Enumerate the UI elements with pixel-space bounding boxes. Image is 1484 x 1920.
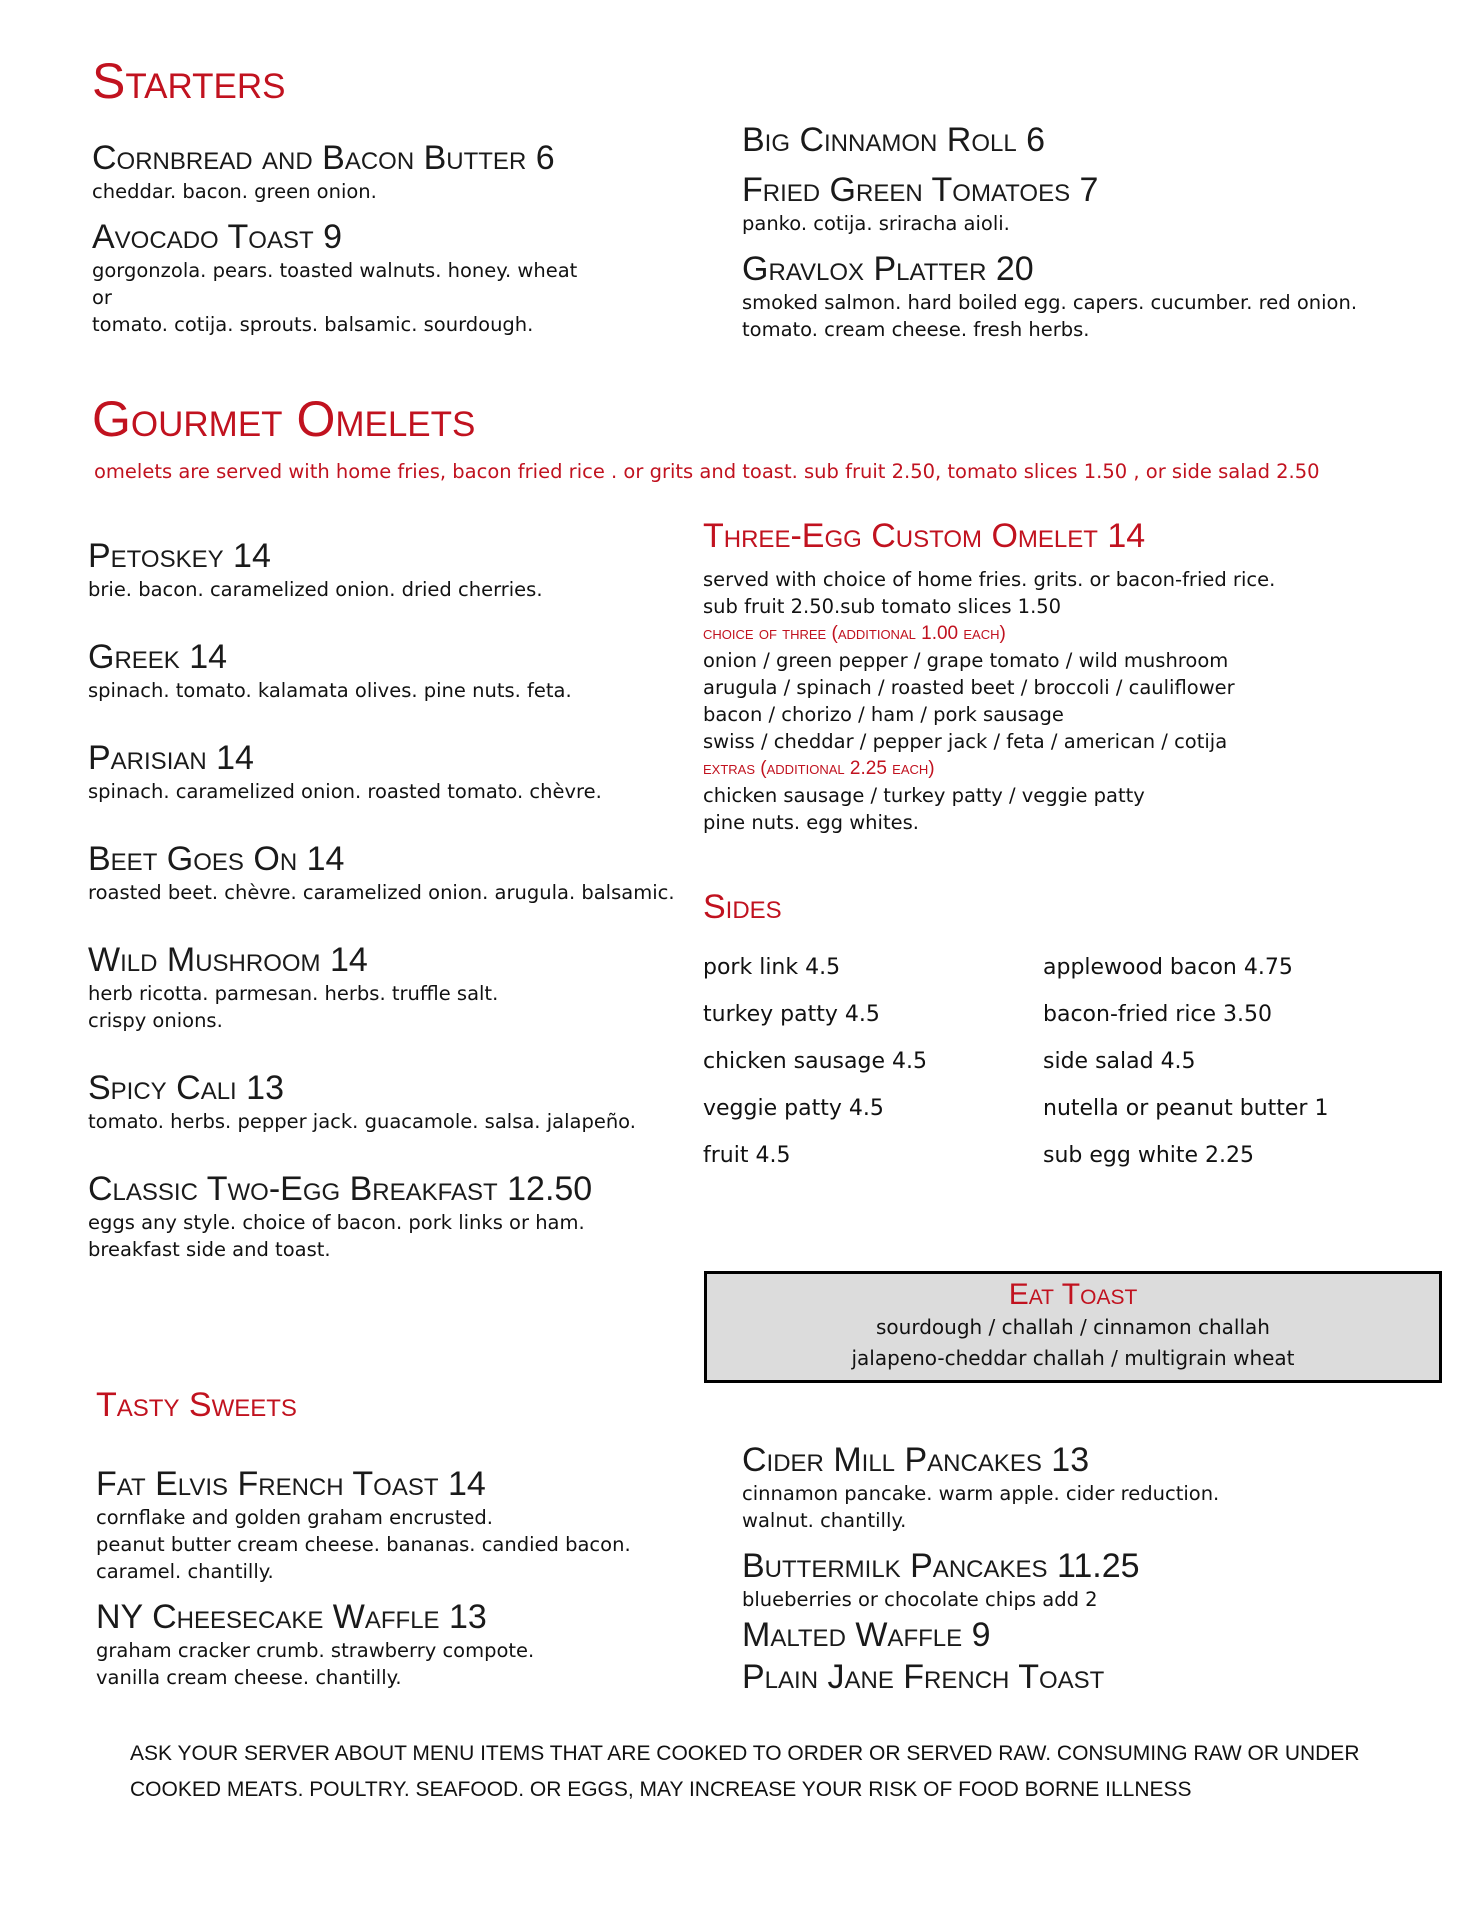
omelets-title: Gourmet Omelets: [92, 391, 476, 447]
menu-item: [742, 1657, 1442, 1697]
starters-right-column: [742, 120, 1442, 355]
item-name: Wild Mushroom 14: [88, 941, 368, 979]
item-desc: cheddar. bacon. green onion.: [92, 180, 377, 203]
menu-item: [92, 138, 652, 205]
item-name: Plain Jane French Toast: [742, 1658, 1105, 1696]
item-desc: cinnamon pancake. warm apple. cider reduction.: [742, 1482, 1220, 1505]
custom-line-accent: extras (additional 2.25 each): [703, 758, 935, 779]
item-desc: spinach. caramelized onion. roasted tomato. chèvre.: [88, 780, 602, 803]
side-item: fruit 4.5: [703, 1143, 791, 1168]
item-desc: breakfast side and toast.: [88, 1238, 331, 1261]
item-desc: tomato. herbs. pepper jack. guacamole. salsa. jalapeño.: [88, 1110, 636, 1133]
custom-line: swiss / cheddar / pepper jack / feta / american / cotija: [703, 730, 1228, 753]
item-desc: herb ricotta. parmesan. herbs. truffle salt.: [88, 982, 499, 1005]
side-item: sub egg white 2.25: [1043, 1143, 1255, 1168]
custom-line: pine nuts. egg whites.: [703, 811, 919, 834]
custom-line: arugula / spinach / roasted beet / broccoli / cauliflower: [703, 676, 1235, 699]
menu-item: [88, 637, 688, 704]
menu-item: [92, 217, 652, 338]
side-item: applewood bacon 4.75: [1043, 955, 1293, 980]
item-desc: brie. bacon. caramelized onion. dried cherries.: [88, 578, 543, 601]
menu-item: [742, 1440, 1442, 1534]
starters-left-column: [92, 138, 652, 350]
omelets-list: [88, 536, 688, 1297]
item-name: Greek 14: [88, 638, 228, 676]
menu-item: [88, 738, 688, 805]
custom-line: served with choice of home fries. grits. or bacon-fried rice.: [703, 568, 1276, 591]
item-name: Parisian 14: [88, 739, 254, 777]
item-desc: blueberries or chocolate chips add 2: [742, 1588, 1098, 1611]
item-desc: vanilla cream cheese. chantilly.: [96, 1666, 402, 1689]
item-desc: smoked salmon. hard boiled egg. capers. cucumber. red onion.: [742, 291, 1358, 314]
custom-omelet-title: Three-Egg Custom Omelet 14: [703, 517, 1146, 555]
item-name: Avocado Toast 9: [92, 218, 342, 256]
menu-item: [742, 1546, 1442, 1613]
item-desc: or: [92, 286, 112, 309]
menu-item: [742, 249, 1442, 343]
item-desc: panko. cotija. sriracha aioli.: [742, 212, 1010, 235]
sweets-title: Tasty Sweets: [96, 1386, 297, 1424]
item-name: Beet Goes On 14: [88, 840, 345, 878]
menu-item: [96, 1464, 696, 1585]
starters-title: Starters: [92, 53, 286, 109]
side-item: side salad 4.5: [1043, 1049, 1196, 1074]
custom-line: bacon / chorizo / ham / pork sausage: [703, 703, 1064, 726]
item-desc: walnut. chantilly.: [742, 1509, 907, 1532]
side-item: turkey patty 4.5: [703, 1002, 880, 1027]
item-desc: eggs any style. choice of bacon. pork links or ham.: [88, 1211, 585, 1234]
item-desc: graham cracker crumb. strawberry compote.: [96, 1639, 535, 1662]
item-desc: gorgonzola. pears. toasted walnuts. honey. wheat: [92, 259, 578, 282]
side-item: veggie patty 4.5: [703, 1096, 884, 1121]
item-name: Cider Mill Pancakes 13: [742, 1441, 1090, 1479]
menu-item: [88, 839, 688, 906]
side-item: nutella or peanut butter 1: [1043, 1096, 1329, 1121]
item-name: Big Cinnamon Roll 6: [742, 121, 1046, 159]
menu-item: [88, 1068, 688, 1135]
eat-toast-title: Eat Toast: [1008, 1278, 1138, 1311]
custom-line-accent: choice of three (additional 1.00 each): [703, 623, 1006, 644]
side-item: pork link 4.5: [703, 955, 841, 980]
menu-item: [88, 1169, 688, 1263]
custom-line: chicken sausage / turkey patty / veggie patty: [703, 784, 1145, 807]
item-name: Spicy Cali 13: [88, 1069, 284, 1107]
sweets-left-column: [96, 1464, 696, 1703]
item-desc: peanut butter cream cheese. bananas. candied bacon.: [96, 1533, 631, 1556]
item-desc: crispy onions.: [88, 1009, 223, 1032]
menu-item: [88, 536, 688, 603]
item-desc: tomato. cream cheese. fresh herbs.: [742, 318, 1090, 341]
disclaimer-line: ASK YOUR SERVER ABOUT MENU ITEMS THAT ARE COOKED TO ORDER OR SERVED RAW. CONSUMING RAW OR UNDER: [130, 1742, 1360, 1765]
disclaimer-line: COOKED MEATS. POULTRY. SEAFOOD. OR EGGS, MAY INCREASE YOUR RISK OF FOOD BORNE ILLNESS: [130, 1778, 1192, 1801]
side-item: chicken sausage 4.5: [703, 1049, 927, 1074]
toast-line: jalapeno-cheddar challah / multigrain wheat: [851, 1346, 1295, 1370]
item-desc: tomato. cotija. sprouts. balsamic. sourdough.: [92, 313, 534, 336]
menu-item: [742, 1615, 1442, 1655]
side-item: bacon-fried rice 3.50: [1043, 1002, 1273, 1027]
custom-omelet: [703, 516, 1443, 836]
custom-line: sub fruit 2.50.sub tomato slices 1.50: [703, 595, 1062, 618]
toast-line: sourdough / challah / cinnamon challah: [876, 1315, 1270, 1339]
item-name: Buttermilk Pancakes 11.25: [742, 1547, 1140, 1585]
sweets-right-column: [742, 1440, 1442, 1709]
item-desc: spinach. tomato. kalamata olives. pine nuts. feta.: [88, 679, 572, 702]
item-name: NY Cheesecake Waffle 13: [96, 1598, 487, 1636]
menu-item: [742, 120, 1442, 160]
sides-grid: [703, 955, 1383, 1168]
item-name: Classic Two-Egg Breakfast 12.50: [88, 1170, 593, 1208]
disclaimer: [130, 1736, 1359, 1808]
sides-title: Sides: [703, 888, 782, 926]
item-name: Cornbread and Bacon Butter 6: [92, 139, 555, 177]
menu-item: [88, 940, 688, 1034]
eat-toast-box: [704, 1271, 1442, 1383]
item-desc: roasted beet. chèvre. caramelized onion. arugula. balsamic.: [88, 881, 675, 904]
item-desc: cornflake and golden graham encrusted.: [96, 1506, 493, 1529]
menu-item: [96, 1597, 696, 1691]
custom-line: onion / green pepper / grape tomato / wild mushroom: [703, 649, 1229, 672]
item-desc: caramel. chantilly.: [96, 1560, 274, 1583]
menu-item: [742, 170, 1442, 237]
item-name: Gravlox Platter 20: [742, 250, 1034, 288]
item-name: Fat Elvis French Toast 14: [96, 1465, 486, 1503]
item-name: Malted Waffle 9: [742, 1616, 991, 1654]
item-name: Petoskey 14: [88, 537, 271, 575]
item-name: Fried Green Tomatoes 7: [742, 171, 1099, 209]
omelets-note: omelets are served with home fries, bacon fried rice . or grits and toast. sub fruit 2.50, tomato slices 1.50 , or side salad 2.50: [94, 460, 1320, 483]
